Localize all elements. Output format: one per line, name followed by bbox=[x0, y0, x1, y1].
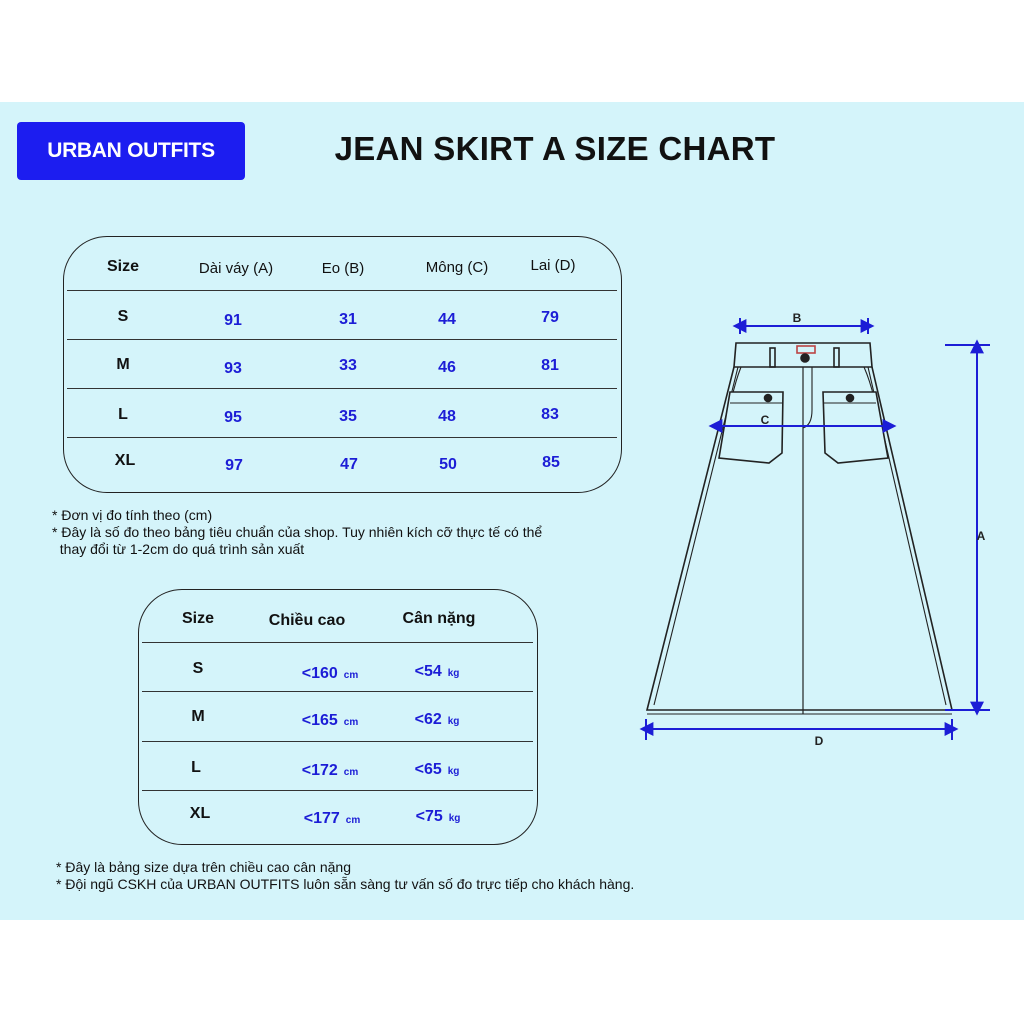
size-cell: S bbox=[192, 660, 204, 677]
height-value: <172 bbox=[301, 762, 338, 779]
height-unit: cm bbox=[343, 717, 359, 728]
height-value: <160 bbox=[301, 665, 338, 682]
weight-unit: kg bbox=[447, 668, 460, 679]
weight-unit: kg bbox=[447, 766, 460, 777]
col-header-size: Size bbox=[181, 610, 215, 627]
note-line: thay đổi từ 1-2cm do quá trình sản xuất bbox=[52, 541, 305, 557]
weight-value: <62 bbox=[414, 711, 442, 728]
skirt-outline bbox=[647, 343, 952, 714]
height-unit: cm bbox=[345, 815, 361, 826]
col-header-length: Dài váy (A) bbox=[198, 260, 274, 277]
col-header-size: Size bbox=[106, 258, 140, 275]
col-header-weight: Cân nặng bbox=[402, 610, 476, 627]
size-cell: XL bbox=[189, 805, 211, 822]
col-header-waist: Eo (B) bbox=[321, 260, 365, 277]
weight-unit: kg bbox=[448, 813, 461, 824]
size-cell: M bbox=[191, 708, 205, 725]
size-cell: XL bbox=[114, 452, 136, 469]
weight-value: <54 bbox=[414, 663, 442, 680]
size-cell: S bbox=[117, 308, 129, 325]
size-cell: L bbox=[191, 759, 201, 776]
value-cell: 79 bbox=[541, 309, 559, 326]
label-c: C bbox=[760, 413, 770, 427]
label-a: A bbox=[976, 529, 986, 543]
value-cell: 46 bbox=[438, 359, 456, 376]
col-header-height: Chiều cao bbox=[268, 612, 346, 629]
value-cell: 44 bbox=[438, 311, 456, 328]
label-b: B bbox=[792, 311, 802, 325]
height-unit: cm bbox=[343, 767, 359, 778]
note-line: * Đội ngũ CSKH của URBAN OUTFITS luôn sẵn sàng tư vấn số đo trực tiếp cho khách hàng. bbox=[56, 876, 635, 892]
value-cell: 91 bbox=[224, 312, 242, 329]
value-cell: 35 bbox=[339, 408, 357, 425]
value-cell: 95 bbox=[224, 409, 242, 426]
weight-value: <65 bbox=[414, 761, 442, 778]
col-header-hip: Mông (C) bbox=[425, 259, 489, 276]
value-cell: 33 bbox=[339, 357, 357, 374]
value-cell: 83 bbox=[541, 406, 559, 423]
value-cell: 50 bbox=[439, 456, 457, 473]
value-cell: 97 bbox=[225, 457, 243, 474]
brand-name: URBAN OUTFITS bbox=[47, 139, 215, 162]
value-cell: 81 bbox=[541, 357, 559, 374]
weight-value: <75 bbox=[415, 808, 443, 825]
weight-unit: kg bbox=[447, 716, 460, 727]
page-title: JEAN SKIRT A SIZE CHART bbox=[334, 130, 776, 167]
value-cell: 93 bbox=[224, 360, 242, 377]
height-value: <165 bbox=[301, 712, 338, 729]
label-d: D bbox=[814, 734, 824, 748]
note-line: * Đơn vị đo tính theo (cm) bbox=[52, 507, 213, 523]
size-cell: L bbox=[118, 406, 128, 423]
value-cell: 85 bbox=[542, 454, 560, 471]
value-cell: 31 bbox=[339, 311, 357, 328]
note-line: * Đây là số đo theo bảng tiêu chuẩn của shop. Tuy nhiên kích cỡ thực tế có thể bbox=[52, 524, 543, 540]
size-cell: M bbox=[116, 356, 130, 373]
height-unit: cm bbox=[343, 670, 359, 681]
value-cell: 47 bbox=[340, 456, 358, 473]
value-cell: 48 bbox=[438, 408, 456, 425]
note-line: * Đây là bảng size dựa trên chiều cao cân nặng bbox=[56, 859, 352, 875]
height-value: <177 bbox=[303, 810, 340, 827]
col-header-hem: Lai (D) bbox=[530, 257, 576, 274]
